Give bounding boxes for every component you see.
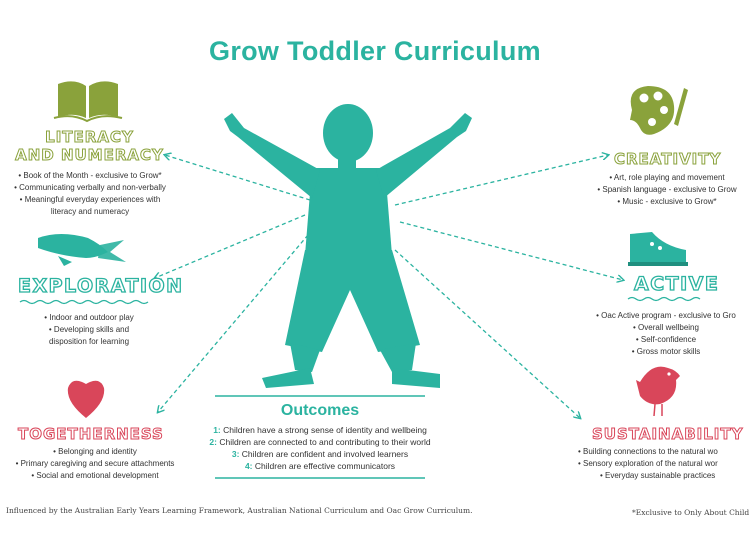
outcome-number: 1: [213, 425, 221, 435]
outcome-text: Children are effective communicators [254, 461, 396, 471]
active-item: • Overall wellbeing [633, 323, 699, 332]
outcome-number: 3: [231, 449, 240, 459]
outcome-item [205, 424, 435, 436]
outcome-number: 2: [209, 437, 217, 447]
outcome-text: Children have a strong sense of identity and wellbeing [223, 425, 427, 435]
exploration-underline [20, 301, 148, 304]
arrow-sustainability [395, 250, 580, 418]
exploration-item: disposition for learning [48, 337, 130, 346]
creativity-item: • Music - exclusive to Grow* [617, 197, 717, 206]
togetherness-item: • Belonging and identity [53, 447, 137, 456]
literacy-item: • Book of the Month - exclusive to Grow* [18, 171, 162, 180]
literacy-heading-line2: AND NUMERACY [15, 146, 164, 164]
bird-icon [636, 367, 680, 416]
active-item: • Self-confidence [635, 335, 697, 344]
literacy-items [0, 170, 180, 218]
outcome-text: Children are connected to and contributing to their world [219, 437, 431, 447]
togetherness-items [0, 446, 190, 482]
sneaker-icon [628, 232, 688, 266]
rocket-icon [38, 234, 126, 266]
footnote-left: Influenced by the Australian Early Years Learning Framework, Australian National Curriculum and Oac Grow Curriculum. [6, 506, 473, 515]
literacy-heading [12, 128, 167, 164]
outcome-item [205, 436, 435, 448]
exploration-items [18, 312, 160, 348]
exploration-item: • Indoor and outdoor play [44, 313, 134, 322]
sustainability-item: • Everyday sustainable practices [600, 471, 716, 480]
heart-icon [68, 381, 104, 418]
active-item: • Gross motor skills [631, 347, 701, 356]
sustainability-item: • Sensory exploration of the natural wor [578, 459, 718, 468]
outcome-item [205, 460, 435, 472]
creativity-items [582, 172, 750, 208]
sustainability-item: • Building connections to the natural wo [578, 447, 718, 456]
literacy-heading-line1: LITERACY [45, 128, 134, 146]
literacy-item: literacy and numeracy [50, 207, 130, 216]
outcome-text: Children are confident and involved learners [241, 449, 409, 459]
arrow-exploration [155, 215, 305, 278]
exploration-heading: EXPLORATION [18, 275, 184, 297]
active-heading: ACTIVE [634, 273, 720, 295]
arrow-active [400, 222, 623, 280]
palette-icon [630, 86, 688, 135]
active-item: • Oac Active program - exclusive to Gro [596, 311, 736, 320]
creativity-item: • Spanish language - exclusive to Grow [597, 185, 737, 194]
sustainability-items [578, 446, 750, 482]
togetherness-item: • Social and emotional development [31, 471, 159, 480]
creativity-item: • Art, role playing and movement [609, 173, 725, 182]
child-figure-icon [224, 104, 472, 388]
outcomes-list [205, 424, 435, 472]
outcomes-title: Outcomes [280, 402, 360, 419]
active-items [582, 310, 750, 358]
arrow-creativity [395, 155, 608, 205]
outcome-item [205, 448, 435, 460]
creativity-heading: CREATIVITY [614, 150, 722, 168]
outcome-number: 4: [244, 461, 253, 471]
page-title: Grow Toddler Curriculum [209, 36, 541, 66]
literacy-item: • Meaningful everyday experiences with [19, 195, 161, 204]
book-icon [54, 81, 122, 121]
literacy-item: • Communicating verbally and non-verbally [14, 183, 166, 192]
exploration-item: • Developing skills and [48, 325, 130, 334]
togetherness-heading: TOGETHERNESS [18, 425, 164, 443]
footnote-right: *Exclusive to Only About Child [632, 508, 750, 517]
togetherness-item: • Primary caregiving and secure attachments [15, 459, 175, 468]
active-underline [628, 298, 700, 301]
sustainability-heading: SUSTAINABILITY [592, 425, 744, 443]
